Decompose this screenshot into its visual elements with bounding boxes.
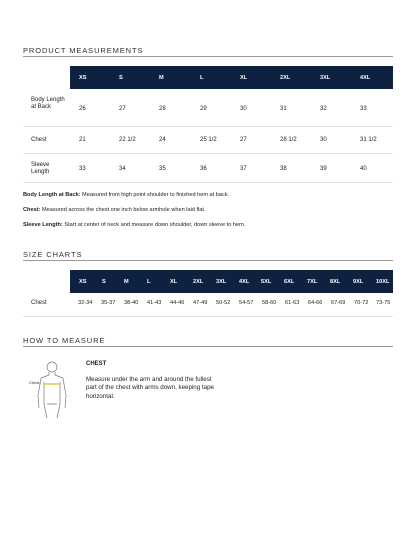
measure-instructions: Measure under the arm and around the fullest part of the chest with arms down, keeping tape horizontal. [86,376,214,400]
table-cell: 35-37 [101,300,116,306]
table-cell: 31 [280,106,287,112]
row-divider [23,153,393,154]
table-cell: 35 [159,166,166,172]
table-cell: 37 [240,166,247,172]
size-header-xs: XS [79,75,87,81]
chart-size-5xl: 5XL [261,279,272,285]
table-cell: 21 [79,137,86,143]
chart-size-9xl: 9XL [353,279,364,285]
size-chart-header [70,270,393,293]
note-term: Sleeve Length: [23,222,63,228]
table-cell: 40 [360,166,367,172]
chart-size-6xl: 6XL [284,279,295,285]
table-cell: 50-52 [216,300,231,306]
measure-heading: CHEST [86,361,107,367]
table-cell: 58-60 [262,300,277,306]
body-figure-illustration [27,360,77,420]
chart-size-4xl: 4XL [239,279,250,285]
table-cell: 32-34 [78,300,93,306]
table-cell: 47-49 [193,300,208,306]
table-cell: 30 [320,137,327,143]
row-label-sleeve-length: Sleeve Length [31,162,50,175]
table-cell: 31 1/2 [360,137,377,143]
table-cell: 36 [200,166,207,172]
table-cell: 38 [280,166,287,172]
note-body-length [23,192,393,198]
size-header-2xl: 2XL [280,75,291,81]
table-cell: 54-57 [239,300,254,306]
table-cell: 32 [320,106,327,112]
table-cell: 61-63 [285,300,300,306]
table-cell: 29 [200,106,207,112]
product-size-header [70,66,393,89]
table-cell: 33 [360,106,367,112]
table-cell: 28 [159,106,166,112]
note-chest [23,207,393,213]
table-cell: 27 [240,137,247,143]
section-divider [23,346,393,347]
size-charts-title: SIZE CHARTS [23,250,83,259]
table-cell: 67-69 [331,300,346,306]
chart-size-l: L [147,279,151,285]
table-cell: 41-43 [147,300,162,306]
note-text: Measured across the chest one inch below armhole when laid flat. [40,207,206,213]
table-cell: 28 1/2 [280,137,297,143]
table-cell: 70-72 [354,300,369,306]
row-divider [23,182,393,183]
chart-size-7xl: 7XL [307,279,318,285]
size-header-3xl: 3XL [320,75,331,81]
row-divider [23,126,393,127]
table-cell: 44-46 [170,300,185,306]
table-cell: 25 1/2 [200,137,217,143]
note-text: Measured from high point shoulder to finished hem at back. [80,192,230,198]
table-cell: 73-75 [376,300,391,306]
note-term: Chest: [23,207,41,213]
table-cell: 22 1/2 [119,137,136,143]
chart-size-xs: XS [79,279,87,285]
chart-size-3xl: 3XL [216,279,227,285]
size-header-4xl: 4XL [360,75,371,81]
note-sleeve-length [23,222,393,228]
row-label-chest: Chest [31,137,47,143]
note-term: Body Length at Back: [23,192,81,198]
section-divider [23,260,393,261]
section-divider [23,56,393,57]
table-cell: 24 [159,137,166,143]
table-cell: 64-66 [308,300,323,306]
note-text: Start at center of neck and measure down shoulder, down sleeve to hem. [62,222,246,228]
size-header-m: M [159,75,164,81]
table-cell: 39 [320,166,327,172]
size-header-s: S [119,75,123,81]
row-divider [23,316,393,317]
size-header-l: L [200,75,204,81]
chart-size-m: M [124,279,129,285]
table-cell: 26 [79,106,86,112]
table-cell: 38-40 [124,300,139,306]
chart-size-10xl: 10XL [376,279,390,285]
chart-size-8xl: 8XL [330,279,341,285]
chart-size-xl: XL [170,279,178,285]
how-to-measure-title: HOW TO MEASURE [23,336,106,345]
chart-size-2xl: 2XL [193,279,204,285]
table-cell: 30 [240,106,247,112]
product-measurements-title: PRODUCT MEASUREMENTS [23,46,144,55]
table-cell: 34 [119,166,126,172]
row-label-body-length: Body Length at Back [31,97,65,110]
chart-size-s: S [102,279,106,285]
size-header-xl: XL [240,75,248,81]
row-label-chest: Chest [31,300,47,306]
torso-outline-icon [27,360,77,420]
table-cell: 33 [79,166,86,172]
table-cell: 27 [119,106,126,112]
figure-chest-label: Chest [29,380,40,385]
